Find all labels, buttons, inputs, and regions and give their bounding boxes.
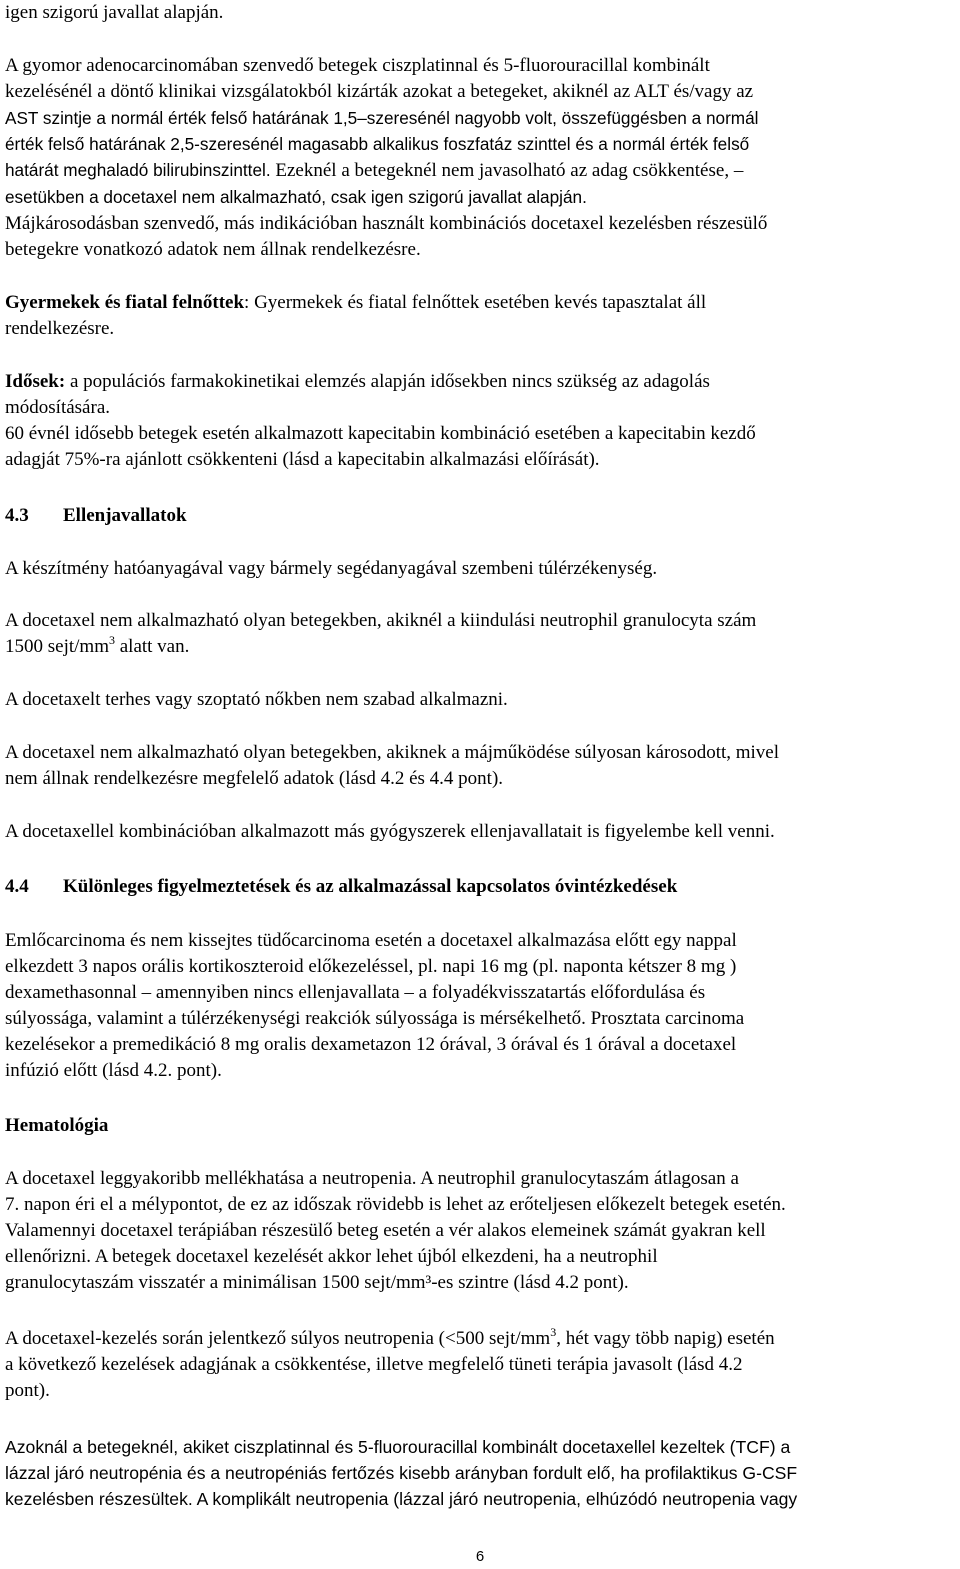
elderly-paragraph	[5, 369, 955, 473]
text-line: granulocytaszám visszatér a minimálisan 1500 sejt/mm³-es szintre (lásd 4.2 pont).	[5, 1272, 629, 1293]
text-line: adagját 75%-ra ajánlott csökkenteni (lásd a kapecitabin alkalmazási előírását).	[5, 449, 600, 470]
children-label: Gyermekek és fiatal felnőttek	[5, 292, 245, 313]
text-line: A docetaxelt terhes vagy szoptató nőkben nem szabad alkalmazni.	[5, 689, 508, 710]
text-line: kezelésénél a döntő klinikai vizsgálatokból kizárták azokat a betegeket, akiknél az ALT és/vagy az	[5, 81, 754, 102]
section-title: Különleges figyelmeztetések és az alkalmazással kapcsolatos óvintézkedések	[63, 876, 678, 897]
text-line: betegekre vonatkozó adatok nem állnak rendelkezésre.	[5, 239, 421, 260]
text-line: A docetaxel leggyakoribb mellékhatása a neutropenia. A neutrophil granulocytaszám átlagosan a	[5, 1168, 739, 1189]
combination-paragraph	[5, 211, 955, 263]
hematology-paragraph-1	[5, 1166, 955, 1296]
section-heading-4-3	[5, 503, 187, 529]
text-segment: 1500 sejt/mm	[5, 636, 109, 657]
text-line: A docetaxel nem alkalmazható olyan betegekben, akiknek a májműködése súlyosan károsodott, mivel	[5, 742, 780, 763]
section-heading-4-4	[5, 874, 677, 900]
text-line: Valamennyi docetaxel terápiában részesülő beteg esetén a vér alakos elemeinek számát gyakran kell	[5, 1220, 766, 1241]
text-line: Azoknál a betegeknél, akiket ciszplatinnal és 5-fluorouracillal kombinált docetaxellel kezeltek (TCF) a	[5, 1437, 791, 1457]
text-segment: , hét vagy több napig) esetén	[556, 1328, 775, 1349]
text-segment: alatt van.	[114, 636, 190, 657]
text-line: elkezdett 3 napos orális kortikoszteroid előkezeléssel, pl. napi 16 mg (pl. naponta kétszer 8 mg )	[5, 956, 737, 977]
contraindication-2	[5, 608, 955, 660]
text-line: ellenőrizni. A betegek docetaxel kezelését akkor lehet újból elkezdeni, ha a neutrophil	[5, 1246, 658, 1267]
text-line: módosítására.	[5, 397, 111, 418]
text-line	[5, 369, 955, 395]
hematology-paragraph-2	[5, 1326, 955, 1404]
text-line: a következő kezelések adagjának a csökkentése, illetve megfelelő tüneti terápia javasolt (lásd 4.2	[5, 1354, 743, 1375]
text-line: 60 évnél idősebb betegek esetén alkalmazott kapecitabin kombináció esetében a kapecitabin kezdő	[5, 423, 756, 444]
text-line: dexamethasonnal – amennyiben nincs ellenjavallata – a folyadékvisszatartás előfordulása és	[5, 982, 706, 1003]
text-line: esetükben a docetaxel nem alkalmazható, csak igen szigorú javallat alapján.	[5, 187, 587, 207]
contraindication-5	[5, 819, 955, 845]
text-line: A docetaxel nem alkalmazható olyan betegekben, akiknél a kiindulási neutrophil granulocyta szám	[5, 610, 757, 631]
section-number: 4.3	[5, 505, 29, 526]
text-line: Májkárosodásban szenvedő, más indikációban használt kombinációs docetaxel kezelésben részesülő	[5, 213, 768, 234]
page-number: 6	[475, 1548, 485, 1565]
text-line: Emlőcarcinoma és nem kissejtes tüdőcarcinoma esetén a docetaxel alkalmazása előtt egy nappal	[5, 930, 737, 951]
text-line: súlyossága, valamint a túlérzékenységi reakciók súlyossága is mérsékelhető. Prosztata carcinoma	[5, 1008, 745, 1029]
section-number: 4.4	[5, 876, 29, 897]
intro-fragment	[5, 0, 955, 26]
text-segment: a populációs farmakokinetikai elemzés alapján idősekben nincs szükség az adagolás	[65, 371, 710, 392]
elderly-label: Idősek:	[5, 371, 66, 392]
contraindication-4	[5, 740, 955, 792]
text-line: érték felső határának 2,5-szeresénél magasabb alkalikus foszfatáz szinttel és a normál érték felső	[5, 134, 750, 154]
text-line: lázzal járó neutropénia és a neutropéniás fertőzés kisebb arányban fordult elő, ha profilaktikus G-CSF	[5, 1463, 798, 1483]
text-line: nem állnak rendelkezésre megfelelő adatok (lásd 4.2 és 4.4 pont).	[5, 768, 504, 789]
text-line	[5, 157, 955, 184]
text-line: A docetaxellel kombinációban alkalmazott más gyógyszerek ellenjavallatait is figyelembe kell venni.	[5, 821, 775, 842]
text-line	[5, 1326, 955, 1352]
text-line: AST szintje a normál érték felső határának 1,5–szeresénél nagyobb volt, összefüggésben a normál	[5, 108, 759, 128]
hematology-paragraph-3	[5, 1434, 955, 1512]
text-line: A készítmény hatóanyagával vagy bármely segédanyagával szembeni túlérzékenység.	[5, 558, 658, 579]
text-line: kezelésben részesültek. A komplikált neutropenia (lázzal járó neutropenia, elhúzódó neutropenia vagy	[5, 1489, 798, 1509]
contraindication-1	[5, 556, 955, 582]
superscript: 3	[108, 633, 115, 647]
text-line: 7. napon éri el a mélypontot, de ez az időszak rövidebb is lehet az erőteljesen előkezelt betegek esetén.	[5, 1194, 786, 1215]
text-segment: A docetaxel-kezelés során jelentkező súlyos neutropenia (<500 sejt/mm	[5, 1328, 551, 1349]
gastric-liver-paragraph	[5, 53, 955, 210]
text-line	[5, 634, 955, 660]
text-segment: Ezeknél a betegeknél nem javasolható az adag csökkentése, –	[275, 160, 744, 181]
text-line: rendelkezésre.	[5, 318, 115, 339]
superscript: 3	[550, 1325, 557, 1339]
text-line: A gyomor adenocarcinomában szenvedő betegek ciszplatinnal és 5-fluorouracillal kombinált	[5, 55, 710, 76]
subsection-title: Hematológia	[5, 1115, 109, 1136]
section-title: Ellenjavallatok	[63, 505, 187, 526]
text-line: kezelésekor a premedikáció 8 mg oralis dexametazon 12 órával, 3 órával és 1 órával a docetaxel	[5, 1034, 737, 1055]
hematology-heading	[5, 1113, 108, 1139]
children-paragraph	[5, 290, 955, 342]
text-segment: :	[244, 292, 250, 313]
intro-line: igen szigorú javallat alapján.	[5, 2, 224, 23]
text-segment: határát meghaladó bilirubinszinttel.	[5, 160, 271, 180]
contraindication-3	[5, 687, 955, 713]
text-line: infúzió előtt (lásd 4.2. pont).	[5, 1060, 222, 1081]
premedication-paragraph	[5, 928, 955, 1084]
text-line	[5, 290, 955, 316]
text-line: pont).	[5, 1380, 50, 1401]
text-segment: Gyermekek és fiatal felnőttek esetében kevés tapasztalat áll	[249, 292, 707, 313]
